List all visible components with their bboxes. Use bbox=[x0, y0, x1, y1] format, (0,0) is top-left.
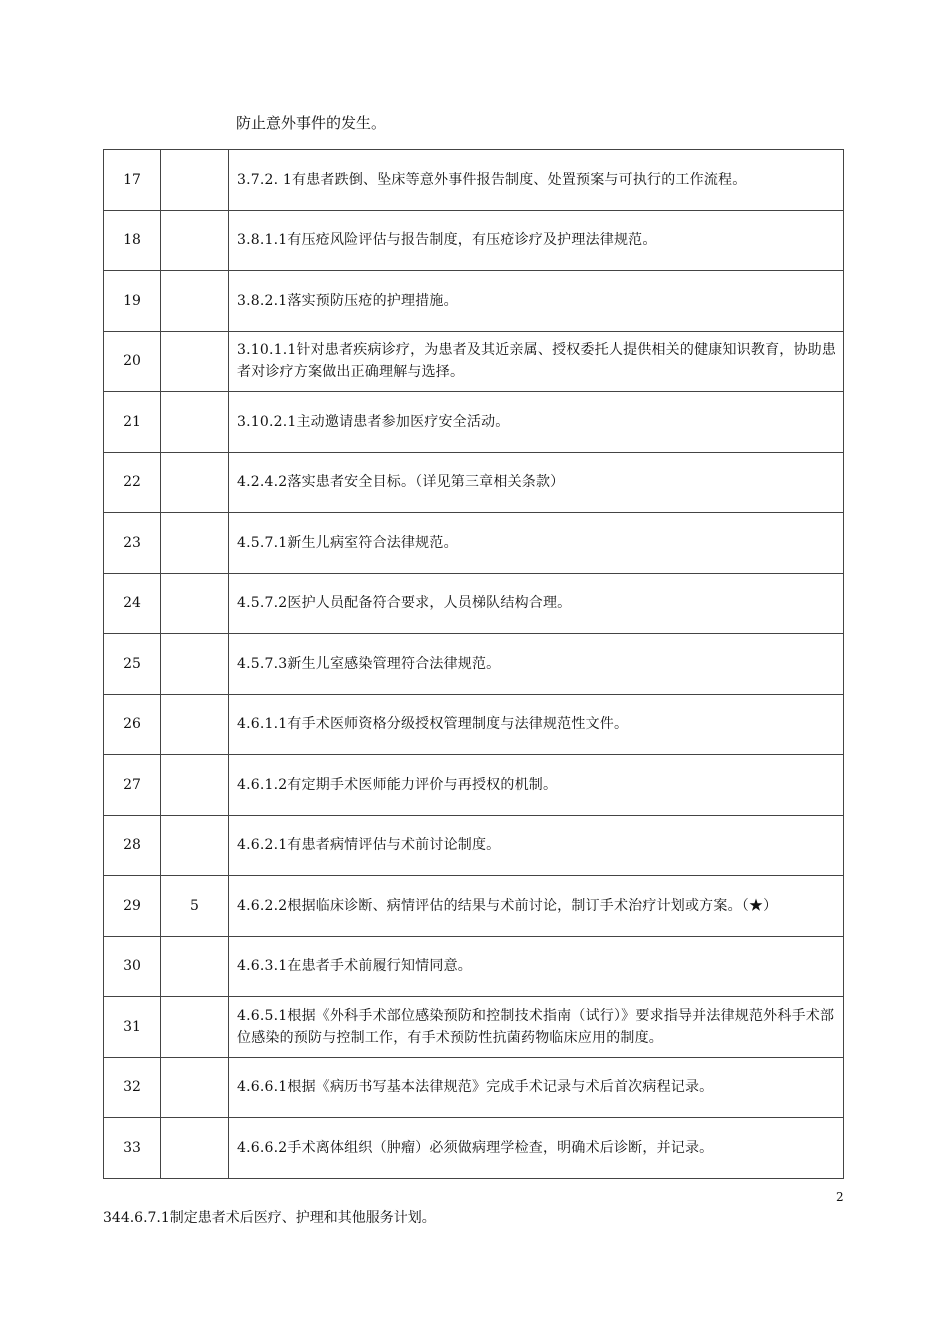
row-number: 32 bbox=[104, 1057, 161, 1118]
row-number: 24 bbox=[104, 573, 161, 634]
row-text: 4.5.7.3新生儿室感染管理符合法律规范。 bbox=[229, 634, 844, 695]
row-score bbox=[161, 573, 229, 634]
row-text: 3.8.2.1落实预防压疮的护理措施。 bbox=[229, 271, 844, 332]
row-score bbox=[161, 513, 229, 574]
table-row bbox=[104, 876, 844, 937]
row-text: 4.6.2.2根据临床诊断、病情评估的结果与术前讨论，制订手术治疗计划或方案。（★） bbox=[229, 876, 844, 937]
table-row bbox=[104, 1118, 844, 1179]
row-number: 29 bbox=[104, 876, 161, 937]
row-score bbox=[161, 331, 229, 392]
row-score bbox=[161, 936, 229, 997]
row-number: 31 bbox=[104, 997, 161, 1058]
row-score bbox=[161, 150, 229, 211]
row-number: 26 bbox=[104, 694, 161, 755]
row-text: 4.6.1.1有手术医师资格分级授权管理制度与法律规范性文件。 bbox=[229, 694, 844, 755]
row-score bbox=[161, 755, 229, 816]
row-text: 3.8.1.1有压疮风险评估与报告制度，有压疮诊疗及护理法律规范。 bbox=[229, 210, 844, 271]
table-row bbox=[104, 392, 844, 453]
row-number: 20 bbox=[104, 331, 161, 392]
row-text: 4.6.5.1根据《外科手术部位感染预防和控制技术指南（试行）》要求指导并法律规范外科手术部位感染的预防与控制工作，有手术预防性抗菌药物临床应用的制度。 bbox=[229, 997, 844, 1058]
table-row bbox=[104, 150, 844, 211]
row-number: 17 bbox=[104, 150, 161, 211]
row-number: 19 bbox=[104, 271, 161, 332]
table-row bbox=[104, 210, 844, 271]
page-number: 2 bbox=[836, 1190, 844, 1204]
row-number: 18 bbox=[104, 210, 161, 271]
table-row bbox=[104, 997, 844, 1058]
table-row bbox=[104, 694, 844, 755]
row-number: 23 bbox=[104, 513, 161, 574]
standards-table bbox=[103, 149, 844, 1179]
row-text: 3.10.2.1主动邀请患者参加医疗安全活动。 bbox=[229, 392, 844, 453]
table-row bbox=[104, 513, 844, 574]
row-number: 27 bbox=[104, 755, 161, 816]
row-number: 33 bbox=[104, 1118, 161, 1179]
row-score bbox=[161, 997, 229, 1058]
row-score bbox=[161, 271, 229, 332]
row-text: 4.5.7.2医护人员配备符合要求，人员梯队结构合理。 bbox=[229, 573, 844, 634]
row-text: 4.6.3.1在患者手术前履行知情同意。 bbox=[229, 936, 844, 997]
table-row bbox=[104, 755, 844, 816]
trailing-line: 344.6.7.1制定患者术后医疗、护理和其他服务计划。 bbox=[103, 1210, 436, 1226]
row-text: 4.2.4.2落实患者安全目标。（详见第三章相关条款） bbox=[229, 452, 844, 513]
row-text: 4.6.6.1根据《病历书写基本法律规范》完成手术记录与术后首次病程记录。 bbox=[229, 1057, 844, 1118]
table-row bbox=[104, 936, 844, 997]
table-row bbox=[104, 573, 844, 634]
table-row bbox=[104, 271, 844, 332]
row-score: 5 bbox=[161, 876, 229, 937]
row-score bbox=[161, 210, 229, 271]
row-number: 21 bbox=[104, 392, 161, 453]
table-body bbox=[104, 150, 844, 1179]
row-number: 30 bbox=[104, 936, 161, 997]
row-text: 3.7.2. 1有患者跌倒、坠床等意外事件报告制度、处置预案与可执行的工作流程。 bbox=[229, 150, 844, 211]
table-row bbox=[104, 1057, 844, 1118]
row-score bbox=[161, 694, 229, 755]
row-score bbox=[161, 634, 229, 695]
row-score bbox=[161, 815, 229, 876]
row-number: 22 bbox=[104, 452, 161, 513]
row-score bbox=[161, 1118, 229, 1179]
row-text: 3.10.1.1针对患者疾病诊疗，为患者及其近亲属、授权委托人提供相关的健康知识教育，协助患者对诊疗方案做出正确理解与选择。 bbox=[229, 331, 844, 392]
row-text: 4.6.6.2手术离体组织（肿瘤）必须做病理学检查，明确术后诊断，并记录。 bbox=[229, 1118, 844, 1179]
intro-line: 防止意外事件的发生。 bbox=[236, 114, 387, 132]
row-number: 28 bbox=[104, 815, 161, 876]
row-number: 25 bbox=[104, 634, 161, 695]
row-score bbox=[161, 452, 229, 513]
table-row bbox=[104, 634, 844, 695]
row-text: 4.6.2.1有患者病情评估与术前讨论制度。 bbox=[229, 815, 844, 876]
table-row bbox=[104, 452, 844, 513]
row-text: 4.5.7.1新生儿病室符合法律规范。 bbox=[229, 513, 844, 574]
row-text: 4.6.1.2有定期手术医师能力评价与再授权的机制。 bbox=[229, 755, 844, 816]
row-score bbox=[161, 392, 229, 453]
table-row bbox=[104, 331, 844, 392]
table-row bbox=[104, 815, 844, 876]
row-score bbox=[161, 1057, 229, 1118]
